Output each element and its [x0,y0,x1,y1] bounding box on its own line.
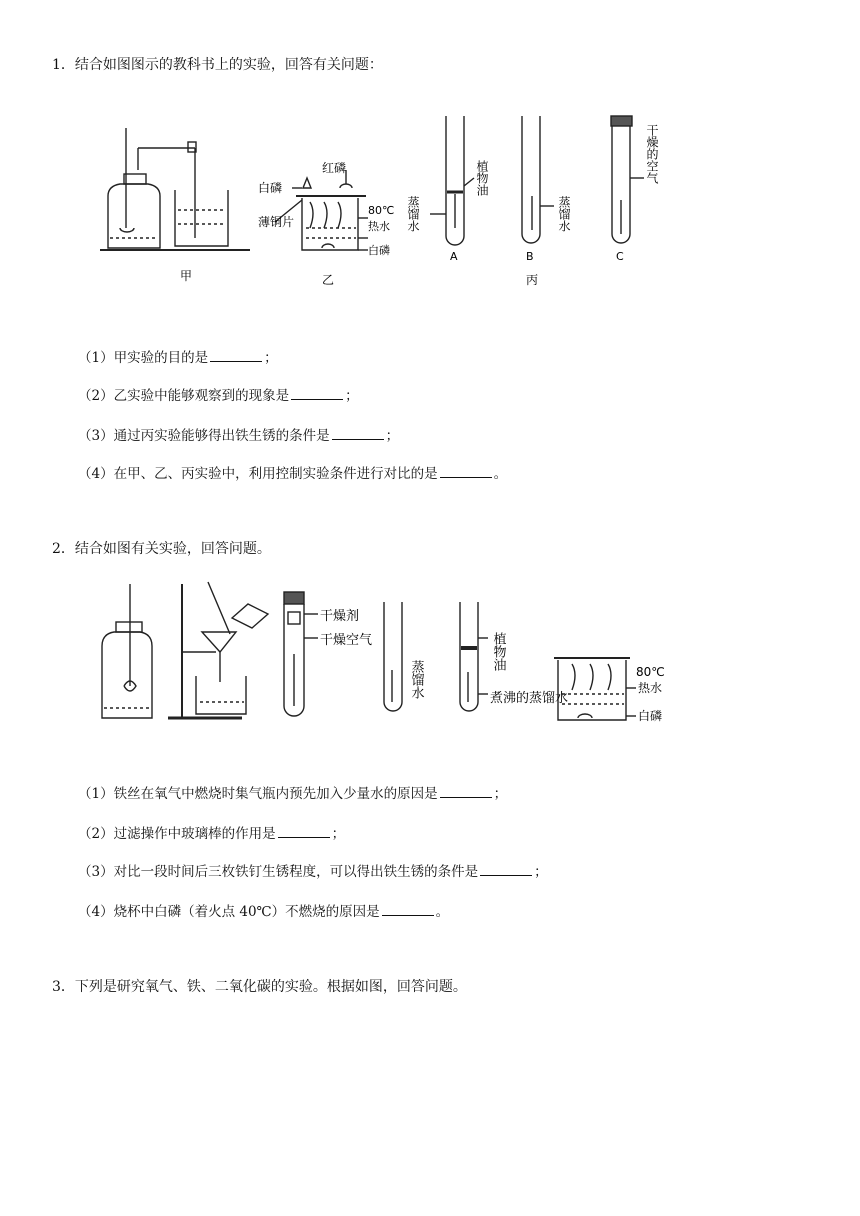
q2-item-1: （1）铁丝在氧气中燃烧时集气瓶内预先加入少量水的原因是 ； [78,786,508,802]
q1-item-4: （4）在甲、乙、丙实验中，利用控制实验条件进行对比的是 。 [78,466,508,482]
fig2-desiccant: 干燥剂 [320,609,360,624]
fig1-distilled-water-a: 蒸馏水 [406,196,420,232]
fig1-label-jia: 甲 [180,269,193,283]
q1-item-3: （3）通过丙实验能够得出铁生锈的条件是 ； [78,428,400,444]
question-2-figure [96,578,696,768]
answer-blank [440,785,492,798]
fig1-copper: 薄铜片 [258,215,295,229]
question-2-title: 2．结合如图有关实验，回答问题。 [52,541,271,557]
fig2-dry-air: 干燥空气 [320,633,373,648]
fig1-distilled-water-b: 蒸馏水 [557,196,571,232]
answer-blank [291,387,343,400]
fig2-hot-water: 热水 [638,681,663,695]
fig1-red-p: 红磷 [322,161,347,175]
question-3-title: 3．下列是研究氧气、铁、二氧化碳的实验。根据如图，回答问题。 [52,979,467,995]
fig1-dry-air: 干燥的空气 [645,124,659,184]
answer-blank [332,427,384,440]
fig2-temp: 80℃ [636,665,665,679]
q1-item-1: （1）甲实验的目的是 ； [78,350,278,366]
fig2-distilled-water: 蒸馏水 [408,660,424,699]
question-1-figure [70,88,730,298]
q2-item-4: （4）烧杯中白磷（着火点 40℃）不燃烧的原因是 。 [78,904,450,920]
fig1-label-bing: 丙 [526,273,539,287]
answer-blank [480,863,532,876]
fig2-white-p: 白磷 [638,709,663,723]
question-1-title: 1．结合如图图示的教科书上的实验，回答有关问题： [52,57,383,73]
fig1-label-yi: 乙 [322,273,335,287]
answer-blank [382,903,434,916]
q1-item-2: （2）乙实验中能够观察到的现象是 ； [78,388,359,404]
fig1-label-a: A [450,250,458,263]
answer-blank [278,825,330,838]
fig1-label-c: C [616,250,624,263]
q2-item-3: （3）对比一段时间后三枚铁钉生锈程度，可以得出铁生锈的条件是 ； [78,864,548,880]
fig2-veg-oil: 植物油 [490,632,506,671]
answer-blank [440,465,492,478]
fig1-temp: 80℃ [368,204,395,217]
fig1-white-p-bottom: 白磷 [368,244,390,257]
q2-item-2: （2）过滤操作中玻璃棒的作用是 ； [78,826,346,842]
fig1-hot-water: 热水 [368,220,390,233]
fig1-label-b: B [526,250,534,263]
fig2-boiled-water: 煮沸的蒸馏水 [490,691,569,706]
fig1-veg-oil: 植物油 [475,160,489,196]
answer-blank [210,349,262,362]
fig1-white-p-top: 白磷 [258,181,283,195]
